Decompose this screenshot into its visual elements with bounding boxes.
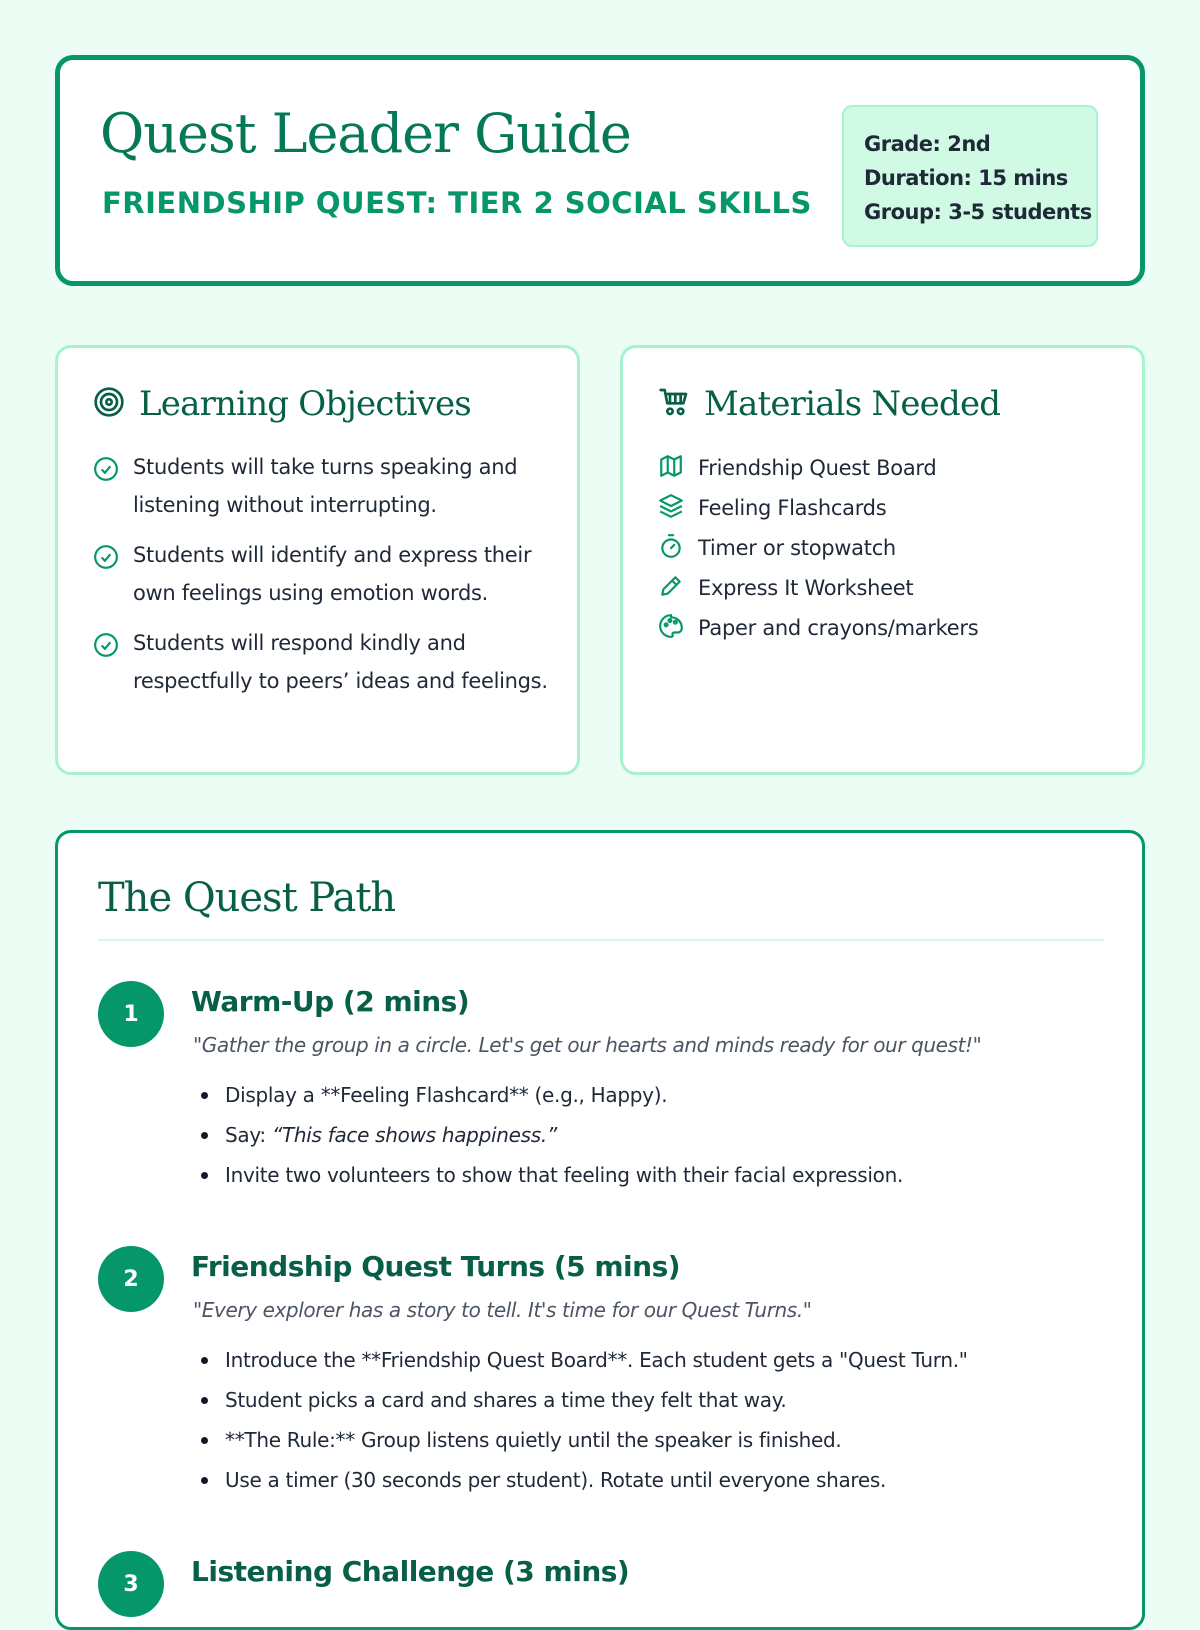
meta-duration: Duration: 15 mins	[864, 166, 1068, 190]
step-bullet: Introduce the **Friendship Quest Board**. Each student gets a "Quest Turn."	[193, 1340, 968, 1380]
step-title: Warm-Up (2 mins)	[191, 985, 470, 1018]
materials-heading	[658, 384, 1000, 424]
objective-text: Students will take turns speaking and listening without interrupting.	[133, 455, 518, 517]
step-bullet-list	[193, 1075, 903, 1195]
step-bullet: Use a timer (30 seconds per student). Rotate until everyone shares.	[193, 1460, 968, 1500]
target-icon	[93, 386, 125, 422]
objective-text: Students will identify and express their own feelings using emotion words.	[133, 543, 532, 605]
material-item	[658, 448, 1118, 488]
header-card	[55, 55, 1145, 286]
step-title: Listening Challenge (3 mins)	[191, 1555, 630, 1588]
pencil-icon	[658, 573, 684, 603]
material-item	[658, 488, 1118, 528]
material-label: Paper and crayons/markers	[698, 616, 979, 640]
check-circle-icon	[93, 632, 119, 700]
page-title: Quest Leader Guide	[100, 102, 631, 165]
quest-path-title: The Quest Path	[98, 875, 396, 921]
check-circle-icon	[93, 456, 119, 524]
objective-item	[93, 624, 553, 700]
materials-card	[620, 345, 1145, 775]
quest-path-card	[55, 830, 1145, 1630]
layers-icon	[658, 493, 684, 523]
objectives-list	[93, 448, 553, 712]
materials-list	[658, 448, 1118, 648]
step-number-badge: 3	[98, 1551, 164, 1617]
step-bullet: Display a **Feeling Flashcard** (e.g., Happy).	[193, 1075, 903, 1115]
objectives-heading	[93, 384, 471, 424]
step-bullet-list	[193, 1340, 968, 1500]
step-bullet: Invite two volunteers to show that feeling with their facial expression.	[193, 1155, 903, 1195]
check-circle-icon	[93, 544, 119, 612]
map-icon	[658, 453, 684, 483]
material-item	[658, 568, 1118, 608]
timer-icon	[658, 533, 684, 563]
step-number-badge: 2	[98, 1246, 164, 1312]
material-label: Feeling Flashcards	[698, 496, 887, 520]
material-label: Express It Worksheet	[698, 576, 914, 600]
step-bullet: Student picks a card and shares a time they felt that way.	[193, 1380, 968, 1420]
objectives-heading-text: Learning Objectives	[139, 384, 471, 424]
step-quote: "Gather the group in a circle. Let's get our hearts and minds ready for our quest!"	[193, 1033, 982, 1057]
material-item	[658, 528, 1118, 568]
palette-icon	[658, 613, 684, 643]
objective-item	[93, 448, 553, 524]
step-title: Friendship Quest Turns (5 mins)	[191, 1250, 681, 1283]
material-item	[658, 608, 1118, 648]
objectives-card	[55, 345, 580, 775]
step-number-badge: 1	[98, 981, 164, 1047]
materials-heading-text: Materials Needed	[704, 384, 1001, 424]
step-bullet: **The Rule:** Group listens quietly until the speaker is finished.	[193, 1420, 968, 1460]
material-label: Friendship Quest Board	[698, 456, 937, 480]
step-quote: "Every explorer has a story to tell. It's time for our Quest Turns."	[193, 1298, 812, 1322]
meta-group: Group: 3-5 students	[864, 200, 1092, 224]
cart-icon	[658, 386, 690, 422]
page-subtitle: FRIENDSHIP QUEST: TIER 2 SOCIAL SKILLS	[102, 186, 812, 220]
meta-grade: Grade: 2nd	[864, 132, 991, 156]
objective-item	[93, 536, 553, 612]
lesson-meta-box	[842, 105, 1098, 247]
step-bullet	[193, 1115, 903, 1155]
material-label: Timer or stopwatch	[698, 536, 896, 560]
divider	[98, 939, 1104, 941]
say-prefix: Say:	[225, 1123, 272, 1147]
objective-text: Students will respond kindly and respectfully to peers’ ideas and feelings.	[133, 631, 548, 693]
say-quote: “This face shows happiness.”	[271, 1123, 557, 1147]
